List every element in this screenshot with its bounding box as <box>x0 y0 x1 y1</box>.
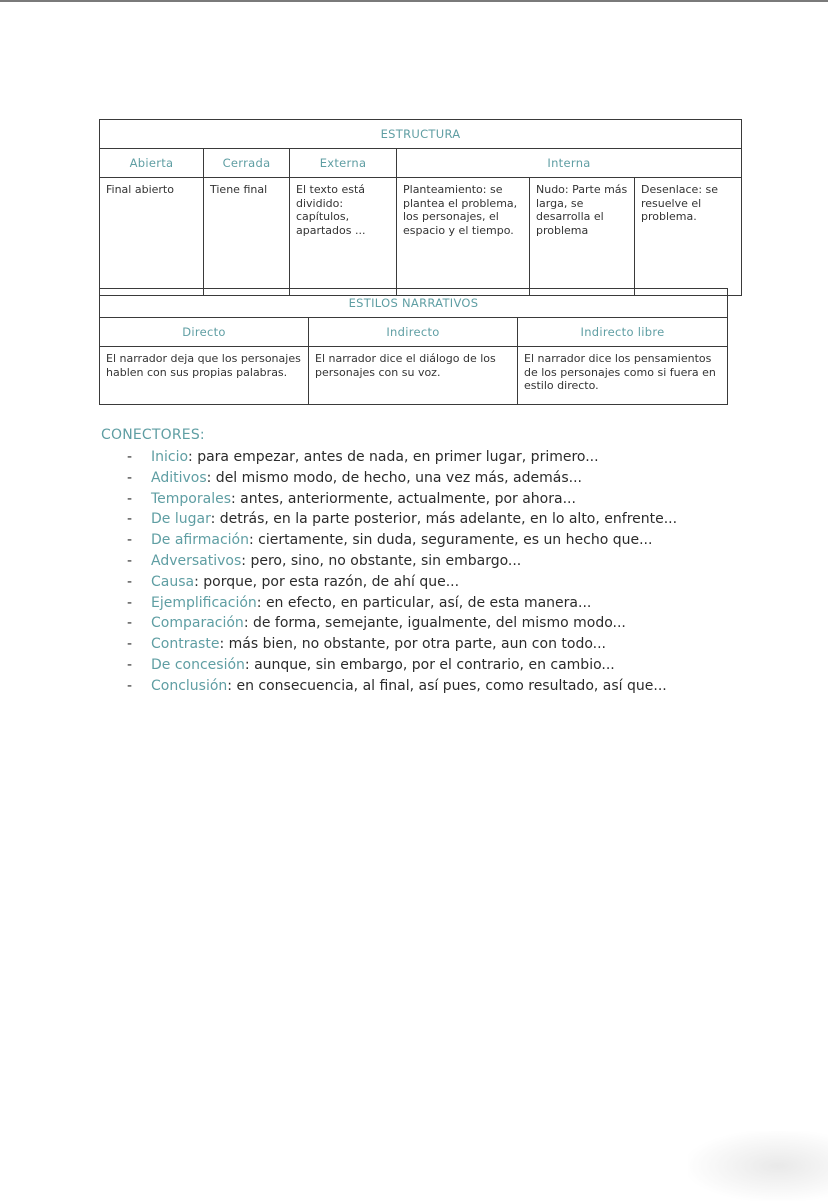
connector-term: Temporales <box>151 490 232 507</box>
list-item <box>127 489 677 510</box>
connector-examples: : antes, anteriormente, actualmente, por ahora... <box>231 490 576 507</box>
list-item <box>127 613 677 634</box>
header-interna: Interna <box>397 149 742 178</box>
connector-term: Contraste <box>151 636 220 653</box>
connector-examples: : de forma, semejante, igualmente, del mismo modo... <box>243 615 626 632</box>
estilos-narrativos-table <box>99 288 728 405</box>
bullet-dash: - <box>127 552 133 569</box>
estructura-title: ESTRUCTURA <box>100 120 742 149</box>
connector-term: Inicio <box>151 449 189 465</box>
connector-examples: : ciertamente, sin duda, seguramente, es un hecho que... <box>249 532 653 549</box>
bullet-dash: - <box>127 677 133 694</box>
cell-indirecto: El narrador dice el diálogo de los personajes con su voz. <box>309 347 518 405</box>
estilos-title: ESTILOS NARRATIVOS <box>100 289 728 318</box>
header-indirecto-libre: Indirecto libre <box>518 318 728 347</box>
cell-cerrada: Tiene final <box>204 178 290 296</box>
header-externa: Externa <box>290 149 397 178</box>
connector-term: De afirmación <box>151 532 249 549</box>
cell-abierta: Final abierto <box>100 178 204 296</box>
connector-term: Ejemplificación <box>151 594 257 611</box>
bullet-dash: - <box>127 490 133 507</box>
list-item <box>127 634 677 655</box>
bullet-dash: - <box>127 594 133 611</box>
connector-examples: : en consecuencia, al final, así pues, como resultado, así que... <box>227 677 667 694</box>
list-item <box>127 447 677 468</box>
connector-examples: : del mismo modo, de hecho, una vez más, además... <box>206 469 582 486</box>
connector-term: De concesión <box>151 656 245 673</box>
connector-term: Causa <box>151 573 195 590</box>
connector-term: De lugar <box>151 511 211 528</box>
bullet-dash: - <box>127 511 133 528</box>
page-top-edge <box>0 0 828 2</box>
bullet-dash: - <box>127 469 133 486</box>
header-directo: Directo <box>100 318 309 347</box>
list-item <box>127 551 677 572</box>
cell-indirecto-libre: El narrador dice los pensamientos de los personajes como si fuera en estilo directo. <box>518 347 728 405</box>
list-item <box>127 572 677 593</box>
bullet-dash: - <box>127 615 133 632</box>
bullet-dash: - <box>127 656 133 673</box>
list-item <box>127 593 677 614</box>
cell-directo: El narrador deja que los personajes hablen con sus propias palabras. <box>100 347 309 405</box>
list-item <box>127 530 677 551</box>
estructura-table <box>99 119 742 296</box>
page-corner-shadow <box>688 1131 828 1201</box>
connector-examples: : aunque, sin embargo, por el contrario, en cambio... <box>244 656 615 673</box>
conectores-title: CONECTORES: <box>101 427 205 443</box>
list-item <box>127 468 677 489</box>
connector-term: Aditivos <box>151 469 207 486</box>
connector-term: Adversativos <box>151 552 242 569</box>
header-abierta: Abierta <box>100 149 204 178</box>
cell-nudo: Nudo: Parte más larga, se desarrolla el problema <box>530 178 635 296</box>
bullet-dash: - <box>127 573 133 590</box>
list-item <box>127 676 677 697</box>
header-indirecto: Indirecto <box>309 318 518 347</box>
connector-term: Comparación <box>151 615 244 632</box>
connector-examples: : porque, por esta razón, de ahí que... <box>194 573 460 590</box>
list-item <box>127 509 677 530</box>
bullet-dash: - <box>127 449 133 465</box>
header-cerrada: Cerrada <box>204 149 290 178</box>
bullet-dash: - <box>127 636 133 653</box>
conectores-list <box>101 447 677 697</box>
cell-externa: El texto está dividido: capítulos, apartados ... <box>290 178 397 296</box>
connector-examples: : más bien, no obstante, por otra parte, aun con todo... <box>219 636 607 653</box>
connector-examples: : en efecto, en particular, así, de esta manera... <box>256 594 592 611</box>
connector-term: Conclusión <box>151 677 228 694</box>
connector-examples: : para empezar, antes de nada, en primer lugar, primero... <box>188 449 599 465</box>
cell-planteamiento: Planteamiento: se plantea el problema, los personajes, el espacio y el tiempo. <box>397 178 530 296</box>
connector-examples: : detrás, en la parte posterior, más adelante, en lo alto, enfrente... <box>210 511 678 528</box>
connector-examples: : pero, sino, no obstante, sin embargo... <box>241 552 522 569</box>
list-item <box>127 655 677 676</box>
conectores-section <box>101 427 677 697</box>
cell-desenlace: Desenlace: se resuelve el problema. <box>635 178 742 296</box>
bullet-dash: - <box>127 532 133 549</box>
